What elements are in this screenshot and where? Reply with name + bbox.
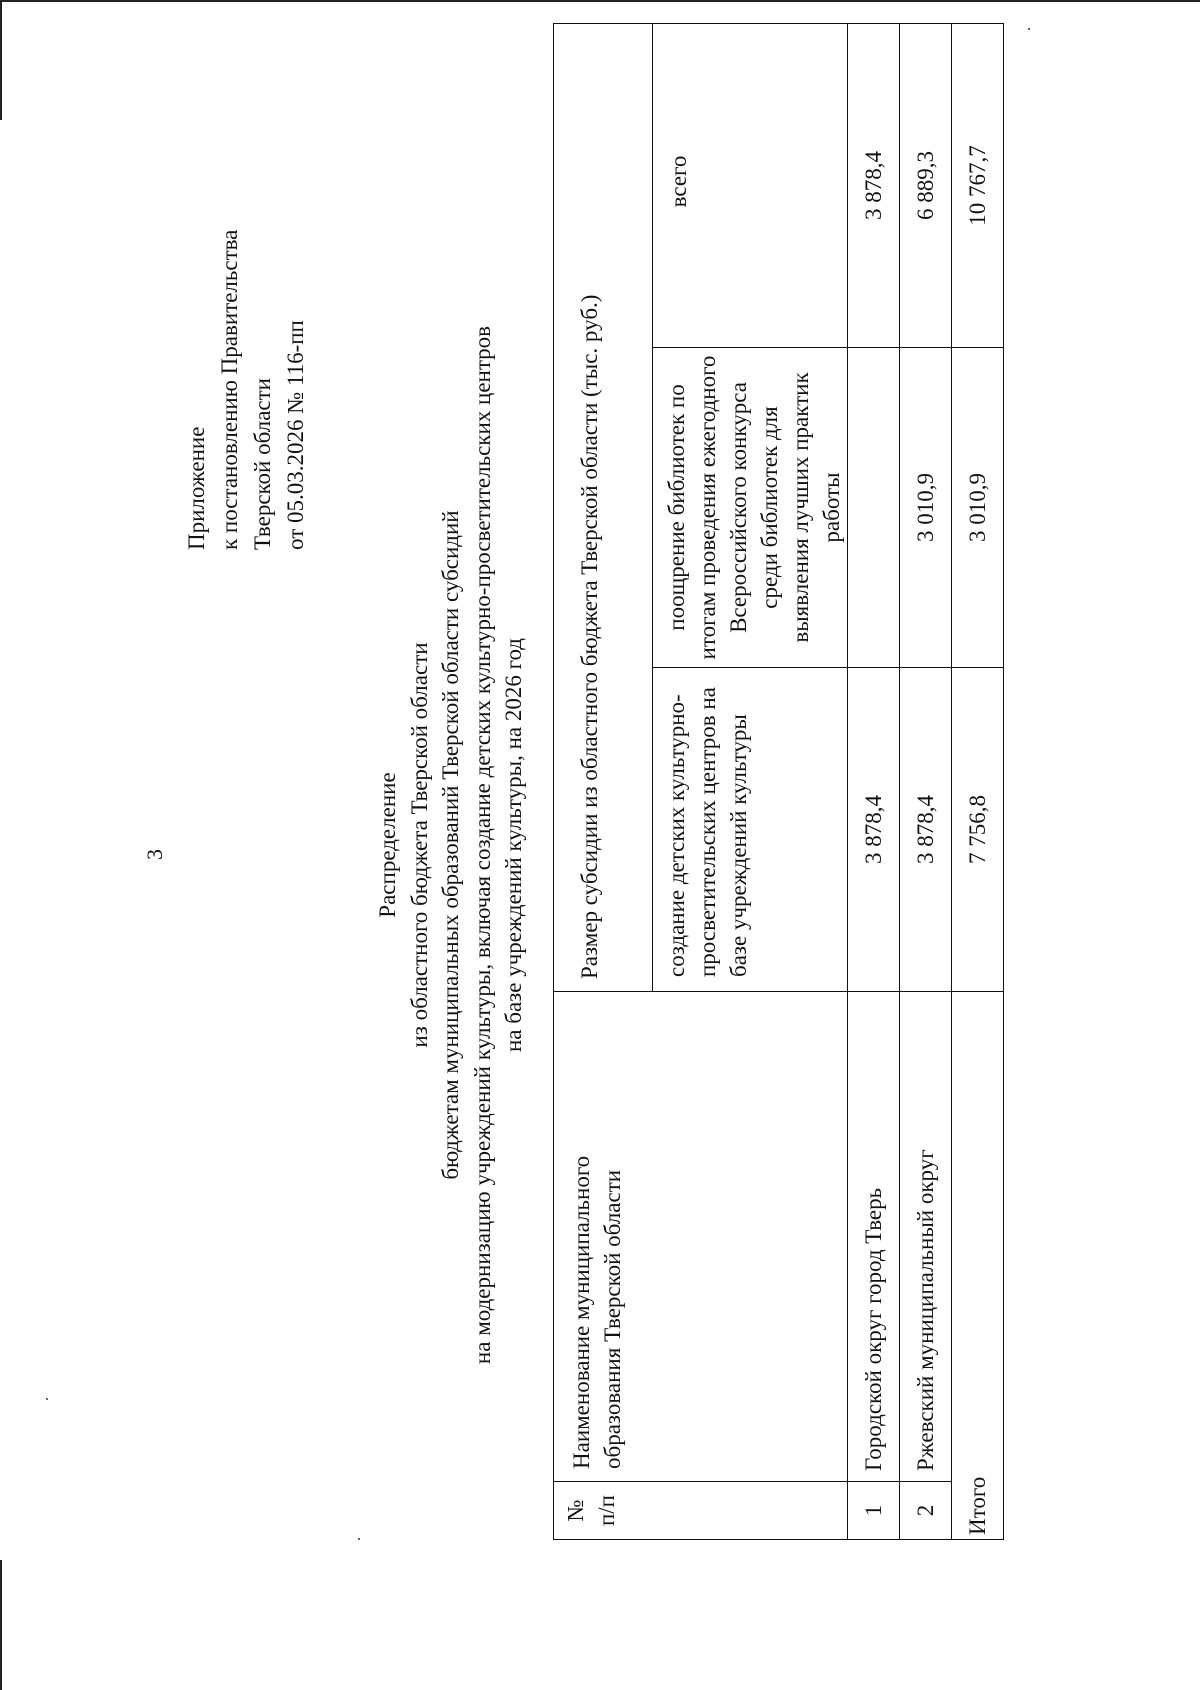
row-centers-value: 3 878,4 <box>848 668 900 992</box>
document-title <box>372 0 530 1690</box>
header-municipality: Наименование муниципального образования Тверской области <box>554 992 848 1482</box>
header-libraries: поощрение библиотек по итогам проведения ежегодного Всероссийского конкурса среди библиотек для выявления лучших практик работы <box>653 348 848 668</box>
header-subsidy-group: Размер субсидии из областного бюджета Тверской области (тыс. руб.) <box>554 23 653 991</box>
total-row <box>952 23 1004 1539</box>
title-line: на модернизацию учреждений культуры, включая создание детских культурно-просветительских центров <box>469 325 495 1365</box>
row-number: 2 <box>900 1482 952 1540</box>
header-total: всего <box>653 23 848 347</box>
appendix-line: от 05.03.2026 № 116-пп <box>283 320 308 550</box>
header-number <box>554 1482 848 1540</box>
row-centers-value: 3 878,4 <box>900 668 952 992</box>
row-libraries-value: 3 010,9 <box>900 348 952 668</box>
header-number-line: п/п <box>594 1495 619 1527</box>
appendix-block <box>180 230 312 550</box>
total-centers-value: 7 756,8 <box>952 668 1004 992</box>
table-row <box>900 23 952 1539</box>
page-number: 3 <box>142 849 167 860</box>
appendix-line: Приложение <box>184 426 209 550</box>
row-total-value: 3 878,4 <box>848 23 900 347</box>
row-municipality: Ржевский муниципальный округ <box>900 992 952 1482</box>
title-line: бюджетам муниципальных образований Тверской области субсидий <box>438 510 463 1180</box>
total-value: 10 767,7 <box>952 23 1004 347</box>
title-line: на базе учреждений культуры, на 2026 год <box>501 637 526 1053</box>
total-label: Итого <box>952 992 1004 1540</box>
header-number-line: № <box>563 1499 588 1522</box>
subsidy-table <box>553 24 1001 1540</box>
header-centers: создание детских культурно-просветительских центров на базе учреждений культуры <box>653 668 848 992</box>
title-line: из областного бюджета Тверской области <box>406 642 432 1048</box>
appendix-line: Тверской области <box>250 378 275 550</box>
row-libraries-value <box>848 348 900 668</box>
appendix-line: к постановлению Правительства <box>217 229 242 550</box>
row-total-value: 6 889,3 <box>900 23 952 347</box>
row-number: 1 <box>848 1482 900 1540</box>
row-municipality: Городской округ город Тверь <box>848 992 900 1482</box>
table-row <box>848 23 900 1539</box>
total-libraries-value: 3 010,9 <box>952 348 1004 668</box>
title-line: Распределение <box>375 772 400 918</box>
